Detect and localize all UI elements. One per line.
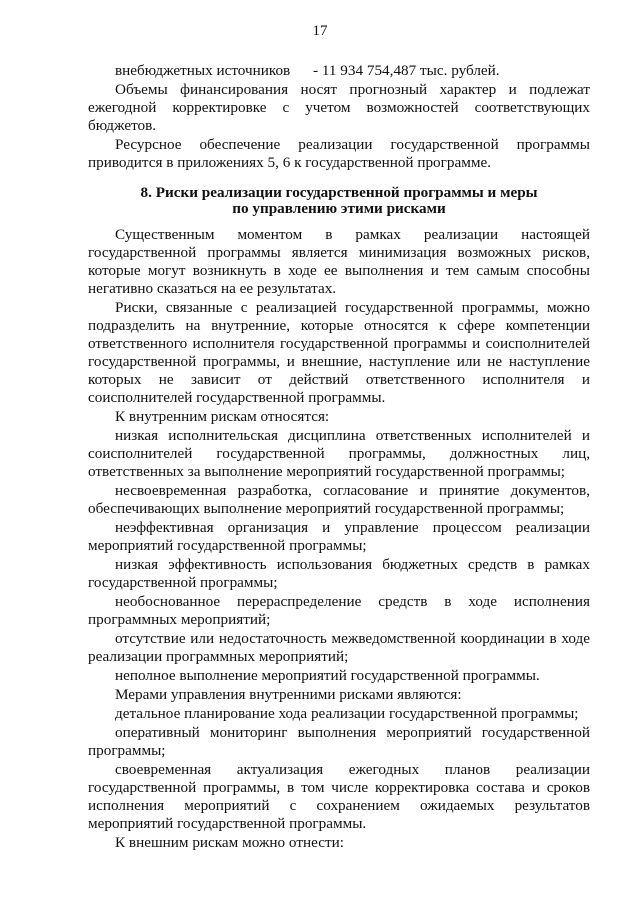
paragraph-resource-provision: Ресурсное обеспечение реализации государственной программы приводится в приложениях 5, 6 к государственной программе. bbox=[88, 136, 590, 171]
list-item: детальное планирование хода реализации государственной программы; bbox=[115, 705, 579, 722]
list-item: низкая исполнительская дисциплина ответственных исполнителей и соисполнителей государственной программы, должностных лиц, ответственных за выполнение мероприятий государственной программы; bbox=[88, 427, 590, 480]
paragraph: К внутренним рискам относятся: bbox=[115, 408, 330, 425]
list-item: своевременная актуализация ежегодных планов реализации государственной программы, в том числе корректировка состава и сроков исполнения мероприятий с сохранением ожидаемых результатов мероприятий государственной программы. bbox=[88, 761, 590, 832]
section-heading-line-1: 8. Риски реализации государственной программы и меры bbox=[140, 184, 538, 201]
list-item: необоснованное перераспределение средств в ходе исполнения программных мероприятий; bbox=[88, 593, 590, 628]
list-item: оперативный мониторинг выполнения мероприятий государственной программы; bbox=[88, 724, 590, 759]
paragraph: Существенным моментом в рамках реализации настоящей государственной программы является минимизация возможных рисков, которые могут возникнуть в ходе ее выполнения и тем самым способны негативно сказаться на ее результатах. bbox=[88, 226, 590, 297]
section-heading bbox=[88, 185, 590, 217]
paragraph: К внешним рискам можно отнести: bbox=[115, 834, 344, 851]
page-number: 17 bbox=[312, 23, 328, 39]
list-item: несвоевременная разработка, согласование и принятие документов, обеспечивающих выполнение мероприятий государственной программы; bbox=[88, 482, 590, 517]
paragraph: Мерами управления внутренними рисками являются: bbox=[115, 686, 462, 703]
list-item: низкая эффективность использования бюджетных средств в рамках государственной программы; bbox=[88, 556, 590, 591]
list-item: отсутствие или недостаточность межведомственной координации в ходе реализации программных мероприятий; bbox=[88, 630, 590, 665]
page-body bbox=[88, 62, 590, 852]
paragraph: Риски, связанные с реализацией государственной программы, можно подразделить на внутренние, которые относятся к сфере компетенции ответственного исполнителя государственной программы и соисполнителей государственной программы, и внешние, наступление или не наступление которых не зависит от действий ответственного исполнителя и соисполнителей государственной программы. bbox=[88, 299, 590, 406]
paragraph-extrabudgetary-sources: внебюджетных источников - 11 934 754,487 тыс. рублей. bbox=[115, 62, 500, 79]
paragraph-financing-volumes: Объемы финансирования носят прогнозный характер и подлежат ежегодной корректировке с учетом возможностей соответствующих бюджетов. bbox=[88, 81, 590, 134]
list-item: неэффективная организация и управление процессом реализации мероприятий государственной программы; bbox=[88, 519, 590, 554]
list-item: неполное выполнение мероприятий государственной программы. bbox=[115, 667, 540, 684]
section-heading-line-2: по управлению этими рисками bbox=[232, 200, 446, 217]
